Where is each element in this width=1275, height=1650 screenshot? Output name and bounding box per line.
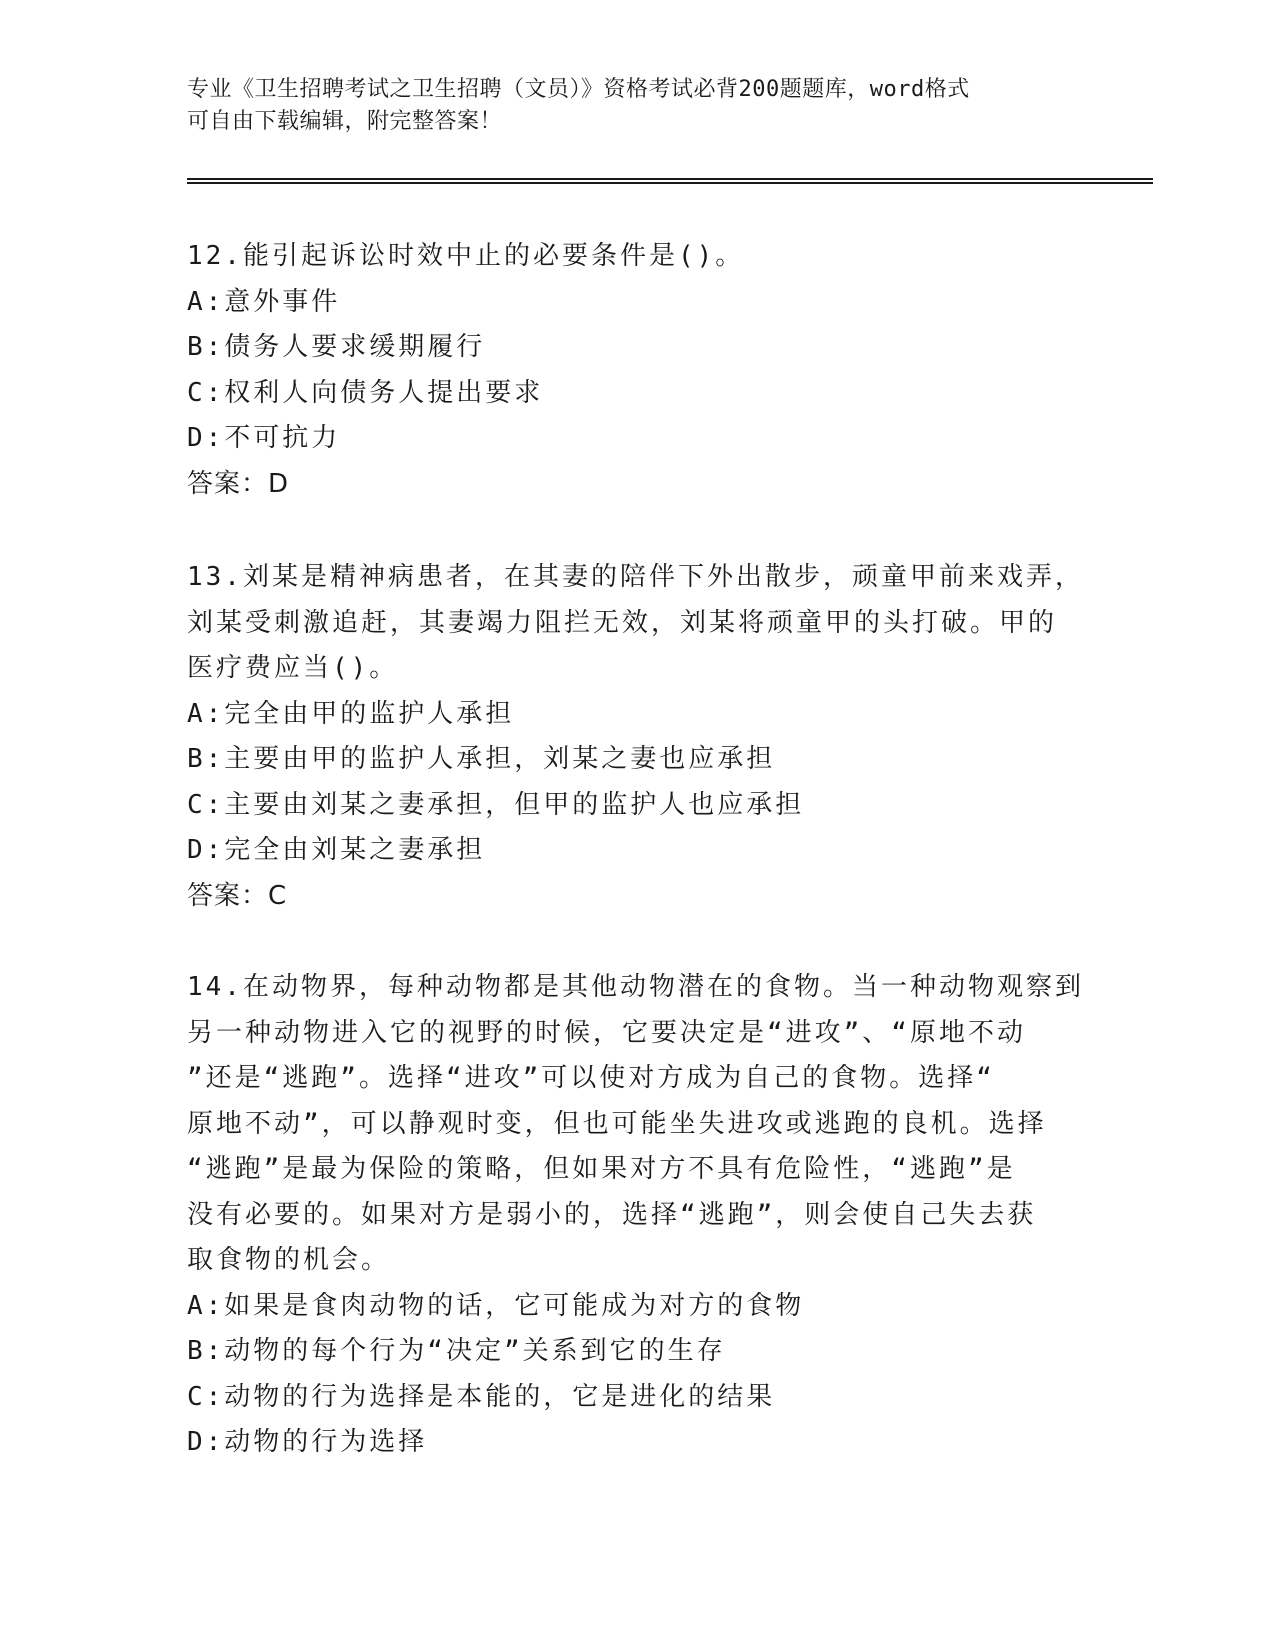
question-stem-line: 取食物的机会。: [187, 1245, 391, 1275]
document-header: [187, 74, 1067, 138]
question-stem-line: 医疗费应当()。: [187, 653, 399, 683]
option-d: D:完全由刘某之妻承担: [187, 835, 486, 865]
header-line-1: 专业《卫生招聘考试之卫生招聘（文员）》资格考试必背200题题库，word格式: [187, 77, 970, 102]
question-stem-line: 刘某受刺激追赶，其妻竭力阻拦无效，刘某将顽童甲的头打破。甲的: [187, 607, 1058, 638]
option-c: C:动物的行为选择是本能的，它是进化的结果: [187, 1381, 776, 1412]
question-stem-line: ”还是“逃跑”。选择“进攻”可以使对方成为自己的食物。选择“: [187, 1063, 995, 1093]
option-b: B:动物的每个行为“决定”关系到它的生存: [187, 1336, 726, 1366]
answer-line: 答案：D: [187, 468, 290, 499]
question-stem-line: 12.能引起诉讼时效中止的必要条件是()。: [187, 241, 745, 271]
question-stem-line: 13.刘某是精神病患者，在其妻的陪伴下外出散步，顽童甲前来戏弄，: [187, 562, 1084, 592]
question-14: [187, 965, 1087, 1466]
header-line-2: 可自由下载编辑，附完整答案！: [187, 109, 503, 134]
question-stem-line: 没有必要的。如果对方是弱小的，选择“逃跑”，则会使自己失去获: [187, 1199, 1037, 1230]
header-divider: [187, 178, 1153, 184]
question-stem-line: “逃跑”是最为保险的策略，但如果对方不具有危险性，“逃跑”是: [187, 1154, 1016, 1184]
option-a: A:如果是食肉动物的话，它可能成为对方的食物: [187, 1290, 805, 1321]
option-b: B:主要由甲的监护人承担，刘某之妻也应承担: [187, 744, 776, 774]
option-c: C:主要由刘某之妻承担，但甲的监护人也应承担: [187, 789, 805, 820]
option-d: D:不可抗力: [187, 423, 341, 453]
question-stem-line: 14.在动物界，每种动物都是其他动物潜在的食物。当一种动物观察到: [187, 972, 1084, 1002]
option-a: A:完全由甲的监护人承担: [187, 698, 515, 729]
option-b: B:债务人要求缓期履行: [187, 332, 486, 362]
question-stem-line: 另一种动物进入它的视野的时候，它要决定是“进攻”、“原地不动: [187, 1017, 1026, 1048]
option-c: C:权利人向债务人提出要求: [187, 377, 544, 408]
question-stem-line: 原地不动”，可以静观时变，但也可能坐失进攻或逃跑的良机。选择: [187, 1108, 1047, 1139]
option-a: A:意外事件: [187, 286, 341, 317]
option-d: D:动物的行为选择: [187, 1427, 428, 1457]
answer-line: 答案：C: [187, 880, 288, 911]
question-12: [187, 234, 1087, 507]
question-13: [187, 555, 1087, 919]
